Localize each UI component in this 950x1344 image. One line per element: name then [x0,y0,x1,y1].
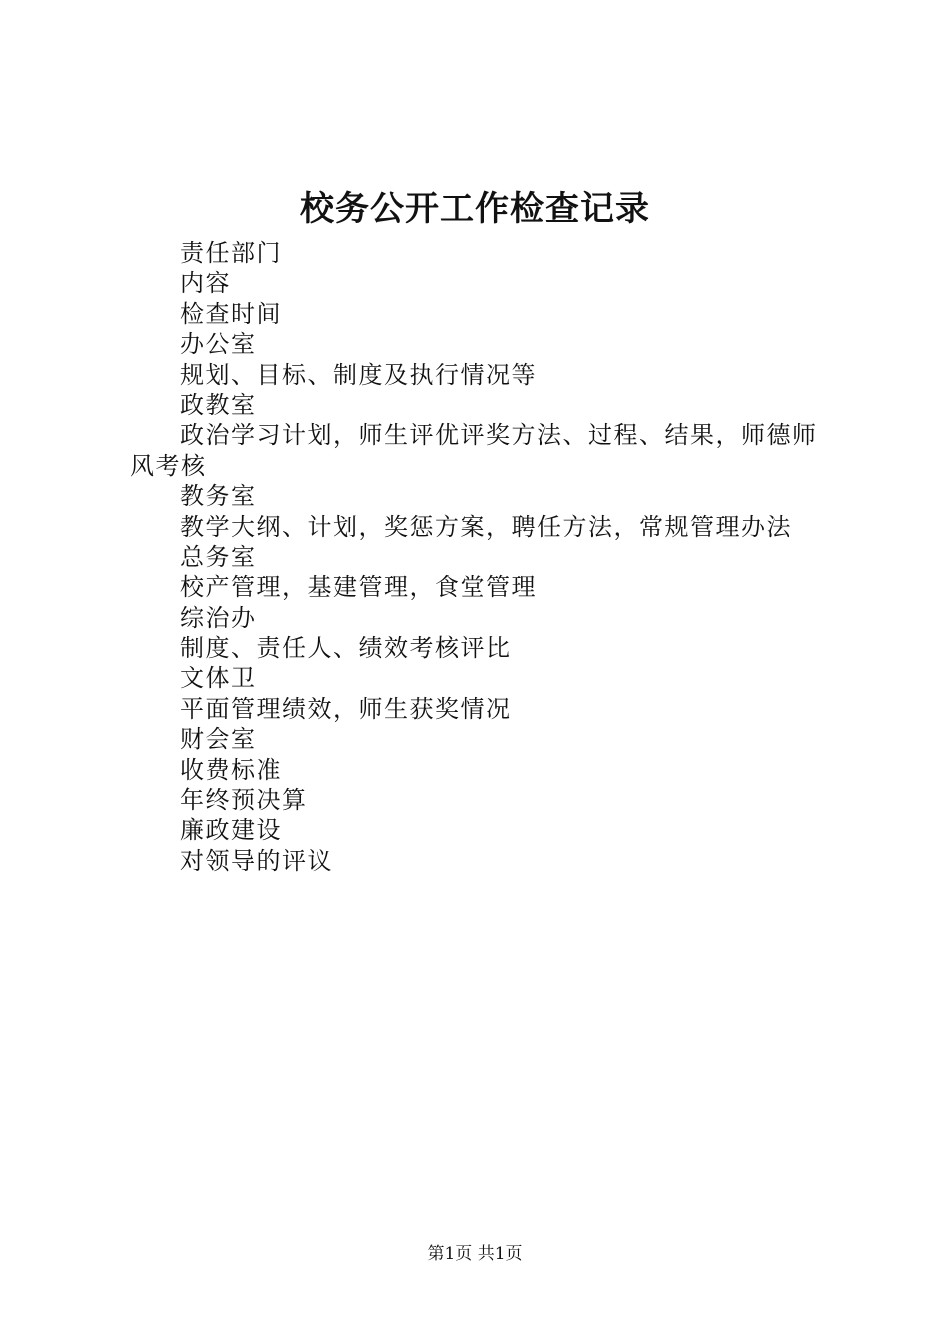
text-line: 文体卫 [180,664,257,693]
text-line: 检查时间 [180,299,282,328]
text-line: 校产管理，基建管理，食堂管理 [180,573,537,602]
text-line: 教学大纲、计划，奖惩方案，聘任方法，常规管理办法 [180,512,792,541]
text-line: 年终预决算 [180,786,308,815]
text-line: 综治办 [180,603,257,632]
text-line: 规划、目标、制度及执行情况等 [180,360,537,389]
text-line: 政教室 [180,390,257,419]
text-line: 总务室 [180,542,257,571]
text-line: 政治学习计划，师生评优评奖方法、过程、结果，师德师 [180,421,818,450]
text-line: 平面管理绩效，师生获奖情况 [180,694,512,723]
text-line-continuation: 风考核 [130,451,207,480]
text-line: 教务室 [180,482,257,511]
document-body [130,238,835,876]
text-line: 廉政建设 [180,816,282,845]
text-line: 办公室 [180,330,257,359]
text-line: 对领导的评议 [180,846,333,875]
page-title: 校务公开工作检查记录 [300,189,650,229]
text-line: 财会室 [180,725,257,754]
text-line: 内容 [180,269,231,298]
text-line: 制度、责任人、绩效考核评比 [180,634,512,663]
text-line: 责任部门 [180,239,282,267]
page-footer: 第1页 共1页 [427,1244,523,1264]
text-line: 收费标准 [180,755,282,784]
